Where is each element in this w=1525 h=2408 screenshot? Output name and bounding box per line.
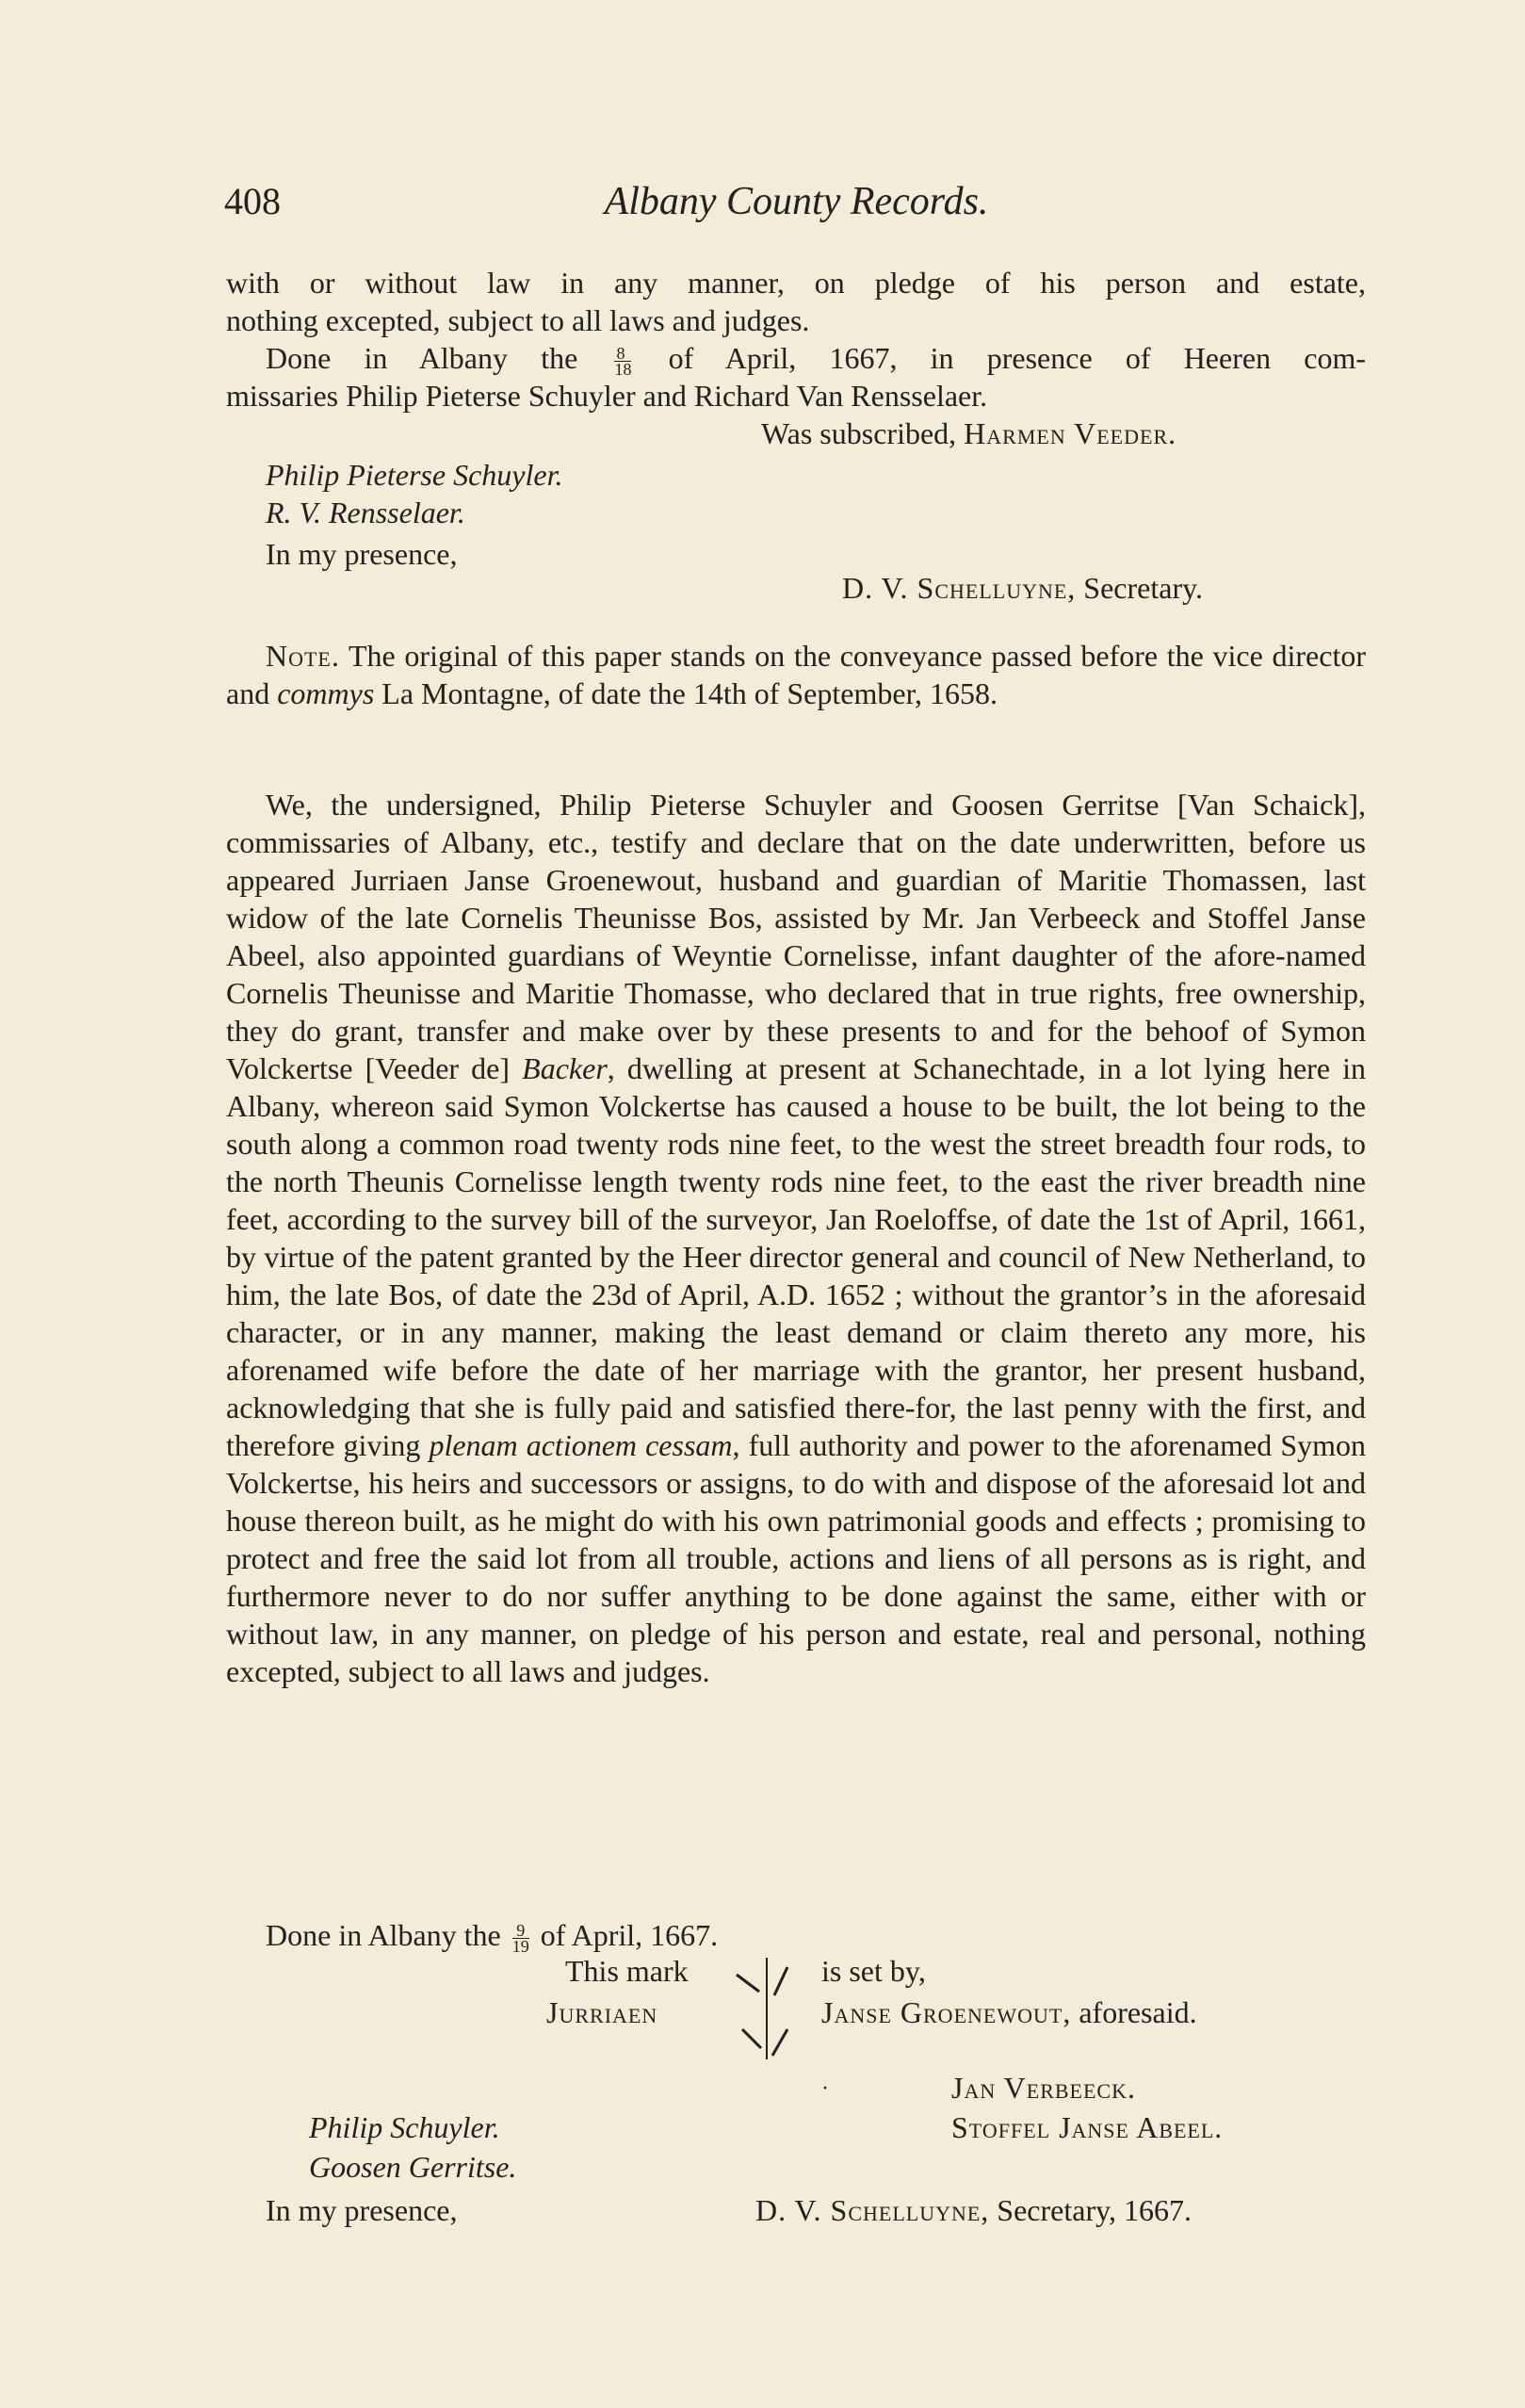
note-text-a: The original of this paper stands on the conveyance passed before the vice director and [226, 639, 1367, 710]
secretary-line-2 [755, 2191, 1192, 2229]
running-title: Albany County Records. [604, 180, 989, 223]
done-post: of April, 1667, in presence of Heeren com- [668, 341, 1367, 375]
mark-aforesaid: aforesaid. [1079, 1995, 1197, 2029]
mark-last-name: Janse Groenewout, [821, 1995, 1072, 2029]
page-number: 408 [224, 180, 281, 222]
decorative-dot: · [821, 2076, 829, 2101]
secretary-name: D. V. Schelluyne, [842, 571, 1077, 605]
para1-line4: missaries Philip Pieterse Schuyler and Richard Van Rensselaer. [226, 379, 988, 413]
deed-text-a: We, the undersigned, Philip Pieterse Schuyler and Goosen Gerritse [Van Schaick], commissaries of Albany, etc., testify and declare that on the date underwritten, before us appeared Jurriaen Janse Groenewout, husband and guardian of Maritie Thomassen, last widow of the late Cornelis Theunisse Bos, assisted by Mr. Jan Verbeeck and Stoffel Janse Abeel, also appointed guardians of Weyntie Cornelisse, infant daughter of the afore-named Cornelis Theunisse and Maritie Thomasse, who declared that in true rights, free ownership, they do grant, transfer and make over by these presents to and for the behoof of Symon Volckertse [Veeder de] [226, 788, 1366, 1085]
deed-text-b: , dwelling at present at Schanechtade, in a lot lying here in Albany, whereon said Symon Volckertse has caused a house to be built, the lot being to the south along a common road twenty rods nine feet, to the west the street breadth four rods, to the north Theunis Cornelisse length twenty rods nine feet, to the east the river breadth nine feet, according to the survey bill of the surveyor, Jan Roeloffse, of date the 1st of April, 1661, by virtue of the patent granted by the Heer director general and council of New Netherland, to him, the late Bos, of date the 23d of April, A.D. 1652 ; without the grantor’s in the aforesaid character, or in any manner, making the least demand or claim thereto any more, his aforenamed wife before the date of her marriage with the grantor, her present husband, acknowledging that she is fully paid and satisfied there-for, the last penny with the first, and therefore giving [226, 1051, 1367, 1462]
para1-line1: with or without law in any manner, on pledge of his person and estate, [226, 266, 1366, 300]
subscriber-name: Harmen Veeder. [964, 416, 1177, 450]
mark-first-name: Jurriaen [546, 1995, 658, 2029]
witness-abeel: Stoffel Janse Abeel. [951, 2110, 1224, 2144]
subscribed-label: Was subscribed, [761, 416, 957, 450]
signature-rensselaer: R. V. Rensselaer. [266, 496, 465, 529]
note-paragraph [226, 637, 1366, 712]
deed-italic-latin: plenam actionem cessam [429, 1428, 733, 1462]
is-set-by-label: is set by, [821, 1954, 926, 1988]
signature-goosen-gerritse: Goosen Gerritse. [309, 2150, 517, 2184]
note-label: Note. [266, 639, 340, 673]
signature-philip-schuyler: Philip Schuyler. [309, 2110, 500, 2144]
note-text-b: La Montagne, of date the 14th of September, 1658. [381, 676, 998, 710]
done-line-2 [266, 1916, 719, 1957]
secretary-line [842, 569, 1203, 607]
deed-text-c: , full authority and power to the aforenamed Symon Volckertse, his heirs and successors or assigns, to do with and dispose of the aforesaid lot and house thereon built, as he might do with his own patrimonial goods and effects ; promising to protect and free the said lot from all trouble, actions and liens of all persons as is right, and furthermore never to do nor suffer anything to be done against the same, either with or without law, in any manner, on pledge of his person and estate, real and personal, nothing excepted, subject to all laws and judges. [226, 1428, 1367, 1688]
signature-schuyler: Philip Pieterse Schuyler. [266, 458, 563, 492]
deed-paragraph [226, 786, 1366, 1690]
done2-post: of April, 1667. [540, 1918, 719, 1952]
secretary-name-2: D. V. Schelluyne, [755, 2193, 990, 2227]
this-mark-label: This mark [565, 1954, 689, 1988]
subscribed-line [761, 415, 1176, 452]
para1-done-line [266, 339, 1367, 380]
page-header [224, 179, 1369, 236]
para1-line2: nothing excepted, subject to all laws and judges. [226, 303, 810, 337]
note-italic: commys [277, 676, 375, 710]
secretary-title-2: Secretary, 1667. [997, 2193, 1192, 2227]
date-fraction-2: $\frac{9}{19}$ [511, 1921, 529, 1957]
done2-pre: Done in Albany the [266, 1918, 501, 1952]
presence-line: In my presence, [266, 537, 458, 571]
done-pre: Done in Albany the [266, 341, 578, 375]
cross-mark-icon [733, 1958, 789, 2061]
mark-last-name-line [821, 1993, 1197, 2031]
date-fraction: $\frac{8}{18}$ [614, 344, 632, 380]
deed-italic-backer: Backer [522, 1051, 608, 1085]
witness-verbeeck: Jan Verbeeck. [951, 2071, 1136, 2105]
secretary-title: Secretary. [1083, 571, 1204, 605]
presence-line-2: In my presence, [266, 2193, 458, 2227]
